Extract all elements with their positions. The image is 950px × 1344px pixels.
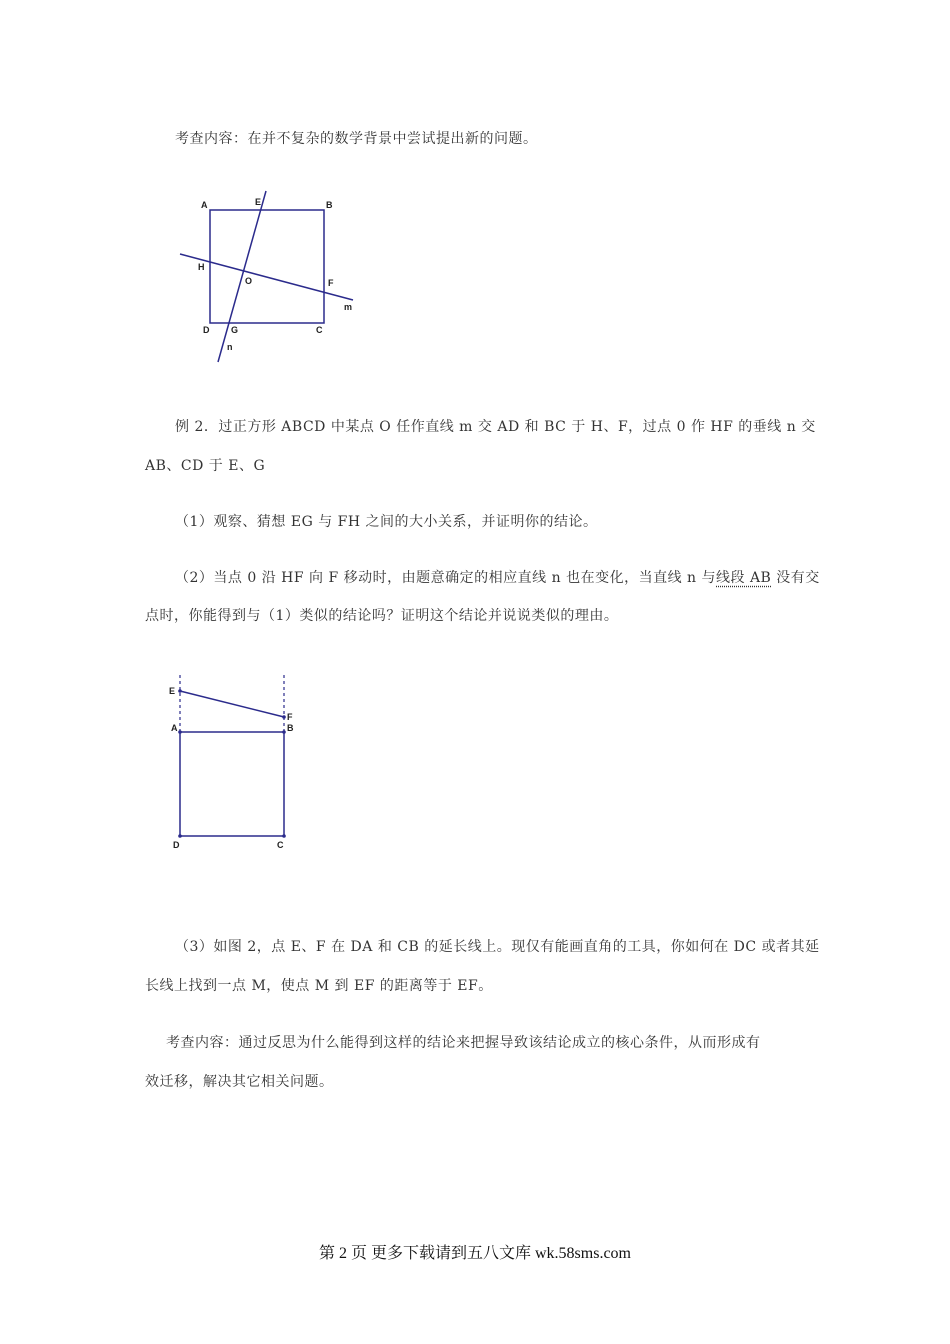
label-e: E: [255, 197, 262, 207]
summary-line-2: 效迁移，解决其它相关问题。: [145, 1074, 334, 1090]
label-o: O: [245, 276, 253, 286]
page-footer: 第 2 页 更多下载请到五八文库 wk.58sms.com: [318, 1245, 631, 1262]
label-d: D: [203, 325, 210, 335]
dotted-segment-ab: 线段 AB: [716, 570, 772, 586]
label-f: F: [328, 278, 334, 288]
label-b: B: [326, 200, 333, 210]
label-e2: E: [169, 686, 176, 696]
label-b2: B: [287, 723, 294, 733]
label-n: n: [227, 342, 233, 352]
label-a2: A: [171, 723, 178, 733]
question-2-text-post: 没有交: [771, 570, 820, 586]
figure-2-square-diagram: [165, 670, 305, 855]
question-3-line-2: 长线上找到一点 M，使点 M 到 EF 的距离等于 EF。: [145, 978, 493, 994]
label-d2: D: [173, 840, 180, 850]
figure-1-square-diagram: [170, 185, 370, 370]
label-c: C: [316, 325, 323, 335]
line-m: [180, 254, 353, 300]
square-abcd-2: [180, 732, 284, 836]
question-2-line-1: [175, 567, 820, 587]
label-g: G: [231, 325, 239, 335]
line-n: [218, 191, 266, 362]
question-2-line-2: 点时，你能得到与（1）类似的结论吗？证明这个结论并说说类似的理由。: [145, 608, 619, 624]
label-h: H: [198, 262, 205, 272]
question-2-text-pre: （2）当点 0 沿 HF 向 F 移动时，由题意确定的相应直线 n 也在变化，当直线 n 与: [175, 570, 716, 586]
question-3-line-1: （3）如图 2，点 E、F 在 DA 和 CB 的延长线上。现仅有能画直角的工具，你如何在 DC 或者其延: [175, 939, 820, 955]
label-a: A: [201, 200, 208, 210]
question-1: （1）观察、猜想 EG 与 FH 之间的大小关系，并证明你的结论。: [175, 514, 598, 530]
intro-paragraph: 考查内容：在并不复杂的数学背景中尝试提出新的问题。: [175, 131, 538, 147]
summary-line-1: 考查内容：通过反思为什么能得到这样的结论来把握导致该结论成立的核心条件，从而形成有: [166, 1035, 761, 1051]
label-c2: C: [277, 840, 284, 850]
example-2-line-2: AB、CD 于 E、G: [145, 458, 266, 474]
segment-ef: [180, 691, 284, 717]
label-f2: F: [287, 712, 293, 722]
example-2-line-1: 例 2．过正方形 ABCD 中某点 O 任作直线 m 交 AD 和 BC 于 H、F，过点 0 作 HF 的垂线 n 交: [175, 419, 816, 435]
label-m: m: [344, 302, 353, 312]
